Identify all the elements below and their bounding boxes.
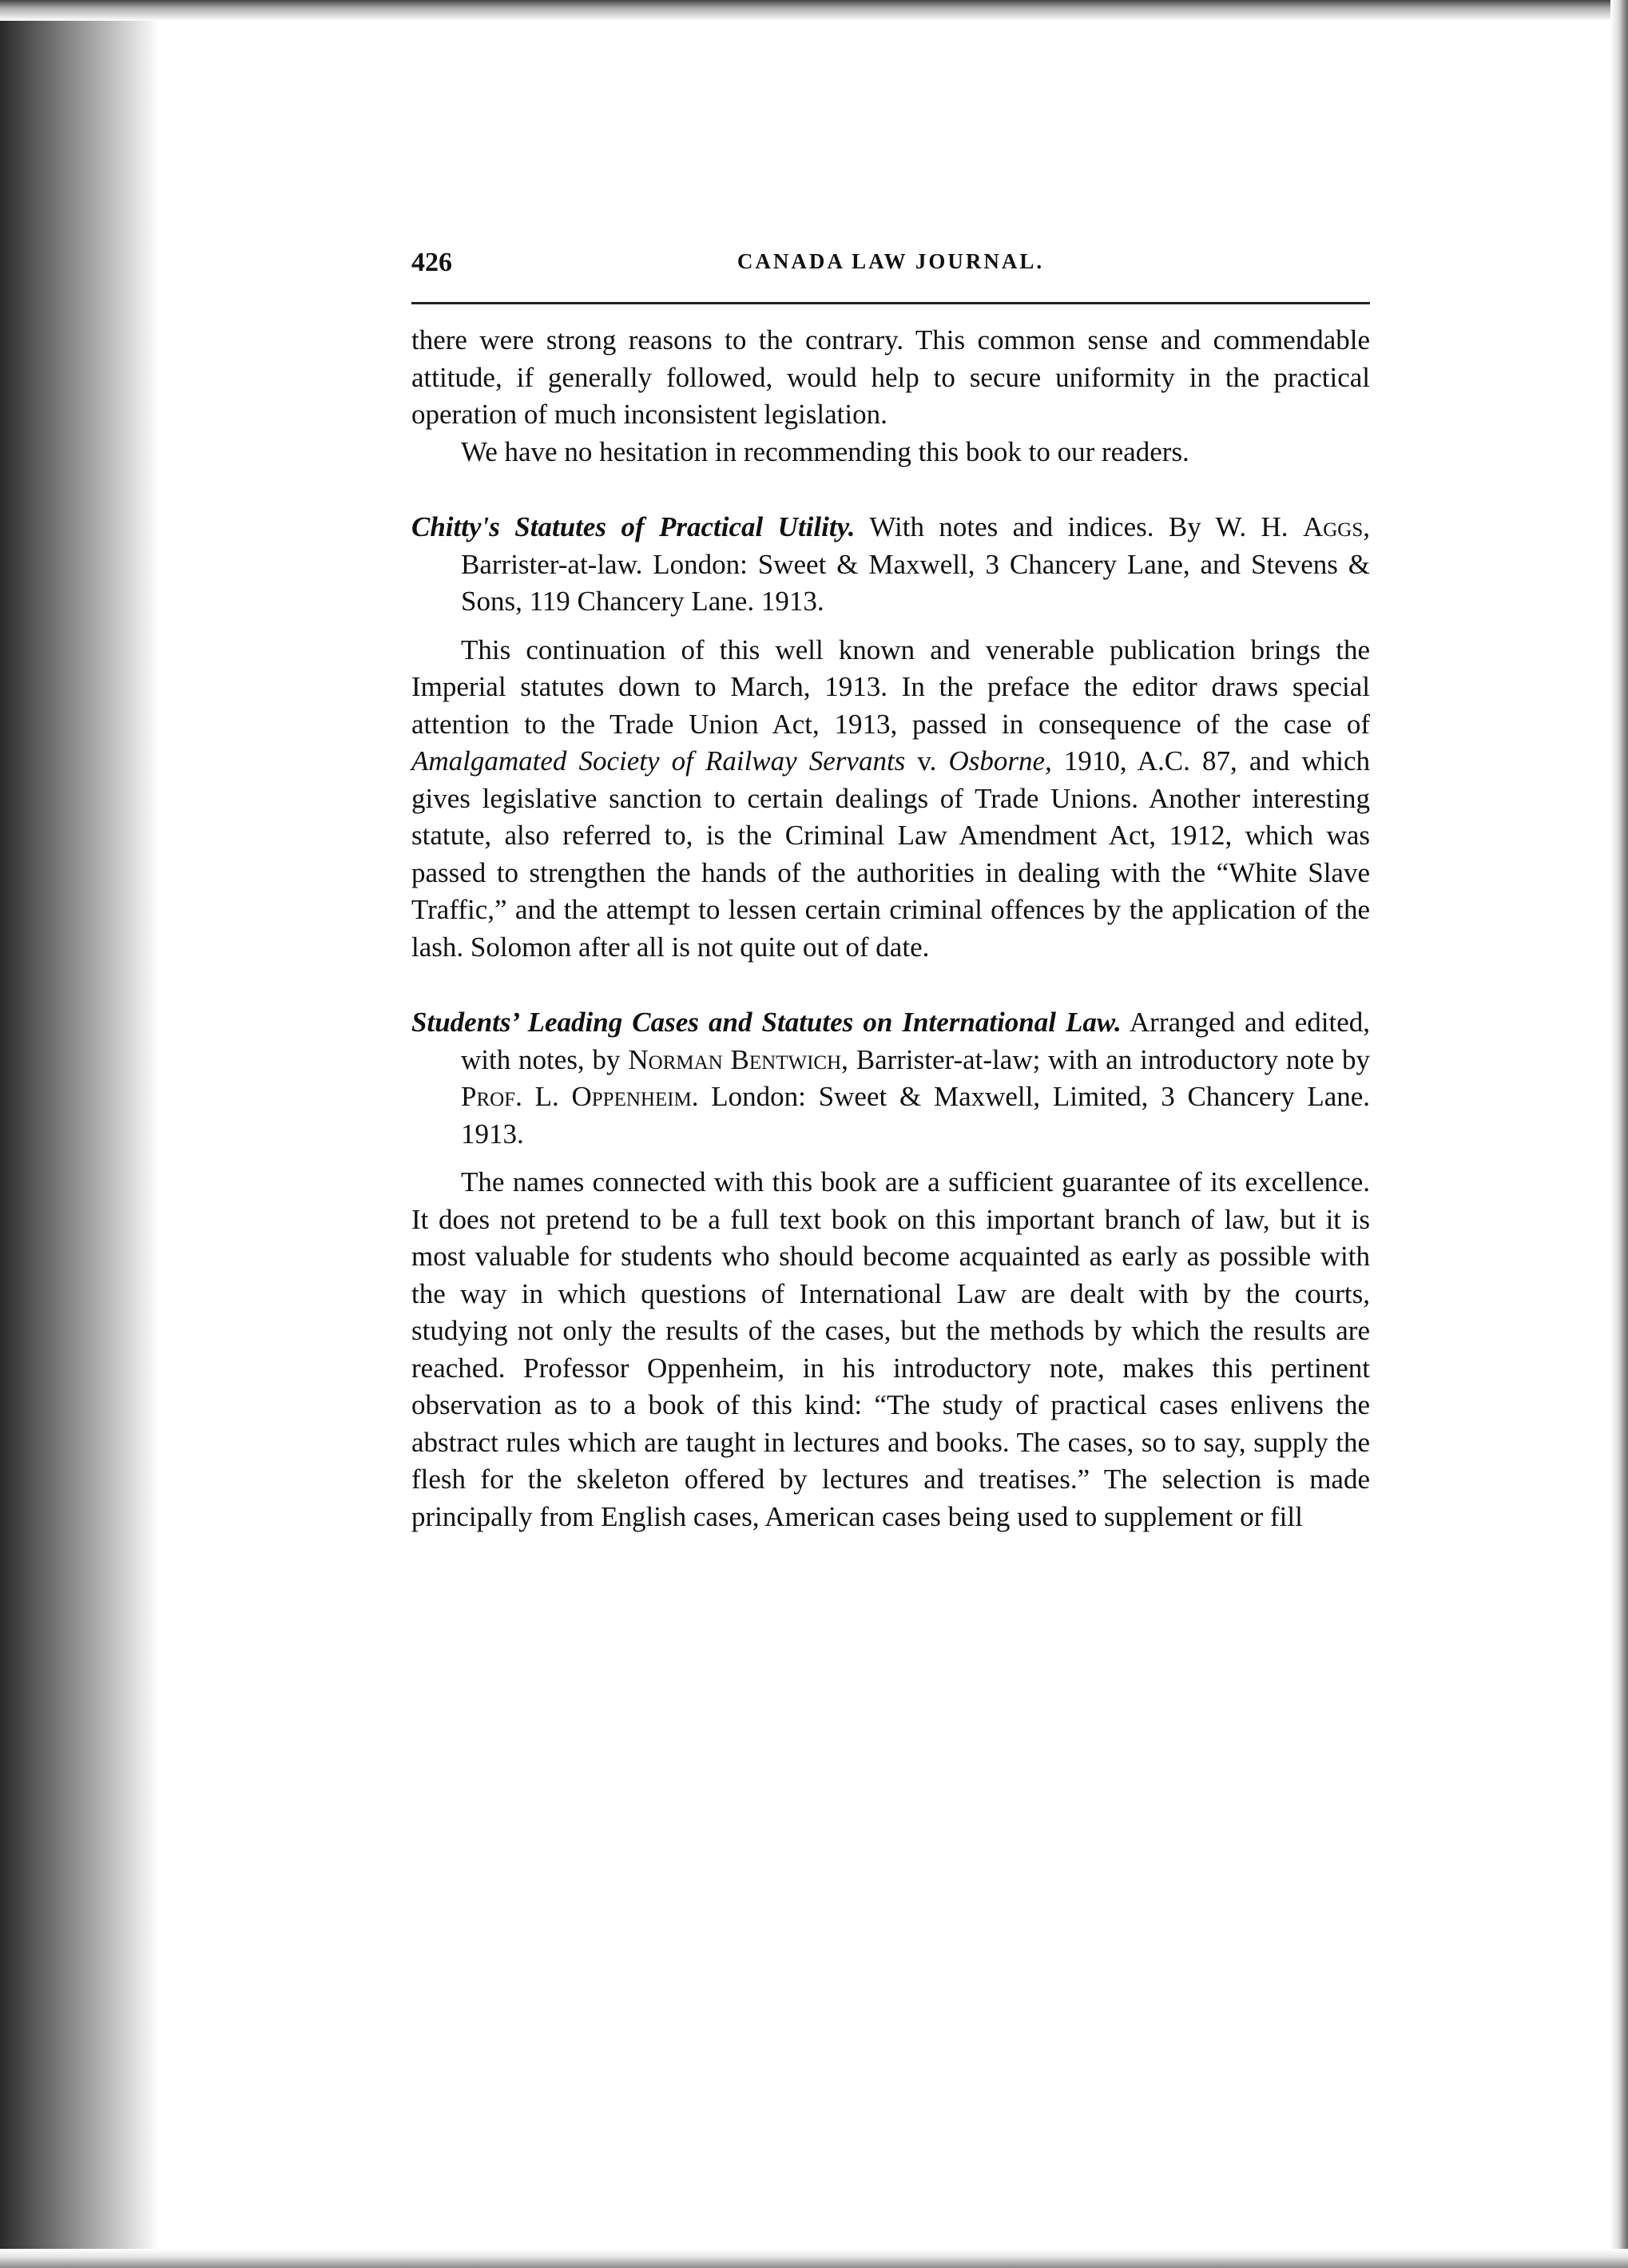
body-text: This continuation of this well known and venerable publication brings the Imperial statutes down to March, 1913. In the preface the editor draws special attention to the Trade Union Act, 1913, passed in consequence of the case of (411, 634, 1370, 740)
review-details: Arranged and edited, with notes, by (461, 1007, 1370, 1075)
review-heading-chitty (411, 509, 1370, 621)
review-details: , Barrister-at-law; with an introductory note by (841, 1043, 1371, 1075)
prof-name: Prof. L. Oppenheim (461, 1081, 692, 1112)
review-details: With notes and indices. By W. H. (869, 511, 1289, 542)
text-column (411, 248, 1370, 1535)
case-party: Osborne, (948, 745, 1052, 777)
scan-edge-top (0, 0, 1628, 21)
book-title-bentwich: Students’ Leading Cases and Statutes on International Law. (411, 1007, 1122, 1038)
author-name: Norman Bentwich (628, 1043, 842, 1075)
body-text: 1910, A.C. 87, and which gives legislative sanction to certain dealings of Trade Unions. Another interesting statute, also referred to, is the Criminal Law Amendment Act, 1912, which was passed to strengthen the hands of the authorities in dealing with the “White Slave Traffic,” and the attempt to lessen certain criminal offences by the application of the lash. Solomon after all is not quite out of date. (411, 745, 1370, 963)
page-number: 426 (411, 248, 452, 277)
review-heading-bentwich (411, 1004, 1370, 1153)
review-body-chitty (411, 632, 1370, 967)
author-name: Aggs (1302, 511, 1364, 542)
journal-title: CANADA LAW JOURNAL. (737, 249, 1045, 273)
body-text: v. (917, 745, 937, 777)
review-details: . London: Sweet & Maxwell, Limited, 3 Chancery Lane. 1913. (461, 1081, 1371, 1150)
review-details: , Barrister-at-law. London: Sweet & Maxwell, 3 Chancery Lane, and Stevens & Sons, 119 Chancery Lane. 1913. (461, 511, 1371, 617)
paragraph-continued: there were strong reasons to the contrary. This common sense and commendable attitude, if generally followed, would help to secure uniformity in the practical operation of much inconsistent legislation. (411, 324, 1370, 430)
scan-edge-right (1610, 0, 1628, 2268)
book-title-chitty: Chitty's Statutes of Practical Utility. (411, 511, 856, 542)
header-rule (411, 302, 1370, 304)
review-body-bentwich: The names connected with this book are a sufficient guarantee of its excellence. It does not pretend to be a full text book on this important branch of law, but it is most valuable for students who should become acquainted as early as possible with the way in which questions of International Law are dealt with by the courts, studying not only the results of the cases, but the methods by which the results are reached. Professor Oppenheim, in his introductory note, makes this pertinent observation as to a book of this kind: “The study of practical cases enlivens the abstract rules which are taught in lectures and books. The cases, so to say, supply the flesh for the skeleton offered by lectures and treatises.” The selection is made principally from English cases, American cases being used to supplement or fill (411, 1166, 1370, 1532)
running-head (411, 248, 1370, 289)
case-name: Amalgamated Society of Railway Servants (411, 745, 906, 777)
scan-edge-left (0, 0, 160, 2268)
paragraph-recommendation: We have no hesitation in recommending this book to our readers. (461, 435, 1189, 467)
scan-edge-bottom (0, 2249, 1628, 2268)
